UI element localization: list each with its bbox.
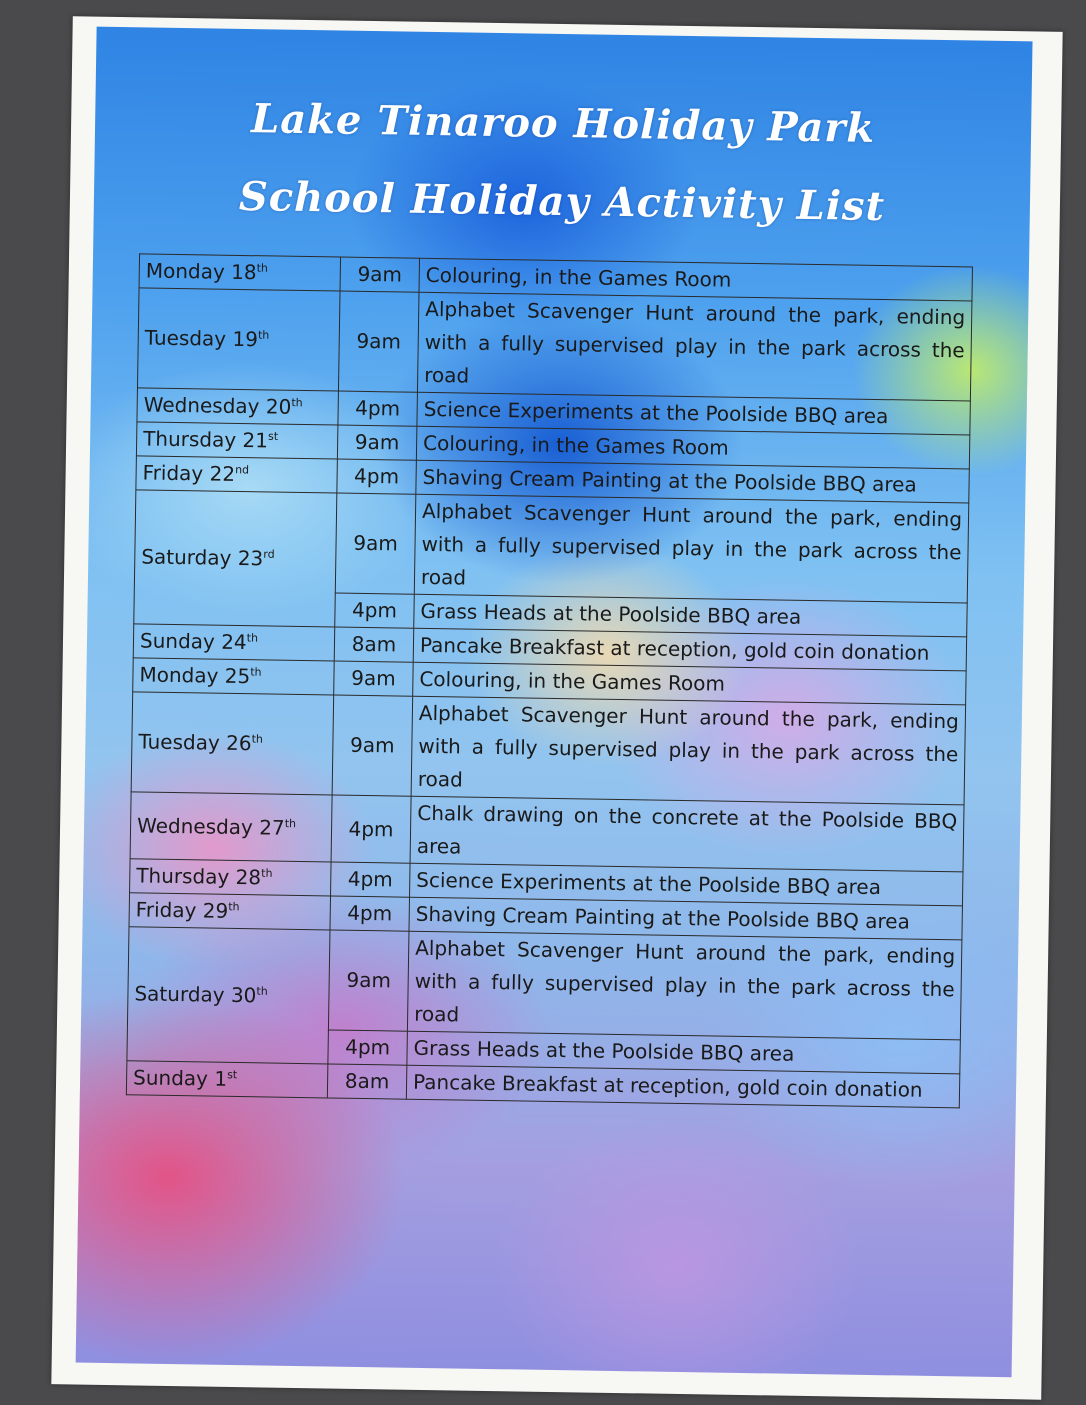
activity-cell: Science Experiments at the Poolside BBQ area [410, 863, 963, 906]
activity-cell: Grass Heads at the Poolside BBQ area [414, 594, 967, 637]
time-cell: 4pm [330, 896, 410, 931]
time-cell: 4pm [335, 593, 415, 628]
time-cell: 4pm [337, 459, 417, 494]
day-cell: Wednesday 27th [130, 792, 332, 862]
activity-cell: Shaving Cream Painting at the Poolside BBQ area [416, 460, 969, 503]
activity-cell: Grass Heads at the Poolside BBQ area [407, 1031, 960, 1074]
activity-cell: Pancake Breakfast at reception, gold coin donation [413, 628, 966, 671]
day-cell: Saturday 30th [127, 927, 330, 1064]
time-cell: 9am [340, 257, 420, 292]
day-cell: Thursday 21st [136, 422, 338, 459]
table-row [137, 288, 971, 401]
time-cell: 8am [327, 1064, 407, 1099]
day-cell: Tuesday 19th [137, 288, 340, 391]
title-line-2: School Holiday Activity List [238, 172, 886, 231]
activity-cell: Shaving Cream Painting at the Poolside BBQ area [409, 897, 962, 940]
activity-cell: Alphabet Scavenger Hunt around the park, ending with a fully supervised play in the park across the road [417, 292, 972, 401]
table-row [131, 692, 965, 805]
activity-cell: Chalk drawing on the concrete at the Poolside BBQ area [410, 796, 964, 872]
time-cell: 4pm [331, 862, 411, 897]
activity-cell: Colouring, in the Games Room [413, 662, 966, 705]
table-row [134, 490, 968, 603]
day-cell: Monday 25th [133, 658, 335, 695]
time-cell: 4pm [331, 795, 411, 863]
activity-cell: Alphabet Scavenger Hunt around the park, ending with a fully supervised play in the park across the road [407, 931, 962, 1040]
watercolor-background [76, 27, 1033, 1378]
time-cell: 4pm [338, 391, 418, 426]
activity-cell: Alphabet Scavenger Hunt around the park, ending with a fully supervised play in the park across the road [414, 494, 969, 603]
day-cell: Friday 29th [129, 893, 331, 930]
time-cell: 9am [328, 930, 409, 1031]
day-cell: Sunday 24th [133, 624, 335, 661]
day-cell: Wednesday 20th [137, 388, 339, 425]
table-row [127, 927, 961, 1040]
paper-sheet [51, 16, 1062, 1399]
activity-cell: Colouring, in the Games Room [419, 258, 972, 301]
day-cell: Saturday 23rd [134, 490, 337, 627]
activity-cell: Pancake Breakfast at reception, gold coin donation [406, 1065, 959, 1108]
time-cell: 9am [332, 695, 413, 796]
activity-cell: Science Experiments at the Poolside BBQ area [417, 392, 970, 435]
time-cell: 9am [334, 661, 414, 696]
time-cell: 4pm [328, 1030, 408, 1065]
time-cell: 9am [337, 425, 417, 460]
activity-cell: Colouring, in the Games Room [416, 426, 969, 469]
day-cell: Monday 18th [139, 254, 341, 291]
day-cell: Thursday 28th [130, 859, 332, 896]
day-cell: Sunday 1st [126, 1061, 328, 1098]
day-cell: Friday 22nd [136, 456, 338, 493]
activity-cell: Alphabet Scavenger Hunt around the park, ending with a fully supervised play in the park across the road [411, 696, 966, 805]
title-line-1: Lake Tinaroo Holiday Park [250, 95, 876, 152]
time-cell: 8am [334, 627, 414, 662]
day-cell: Tuesday 26th [131, 692, 334, 795]
time-cell: 9am [335, 493, 416, 594]
activity-table [126, 253, 973, 1108]
time-cell: 9am [338, 291, 419, 392]
